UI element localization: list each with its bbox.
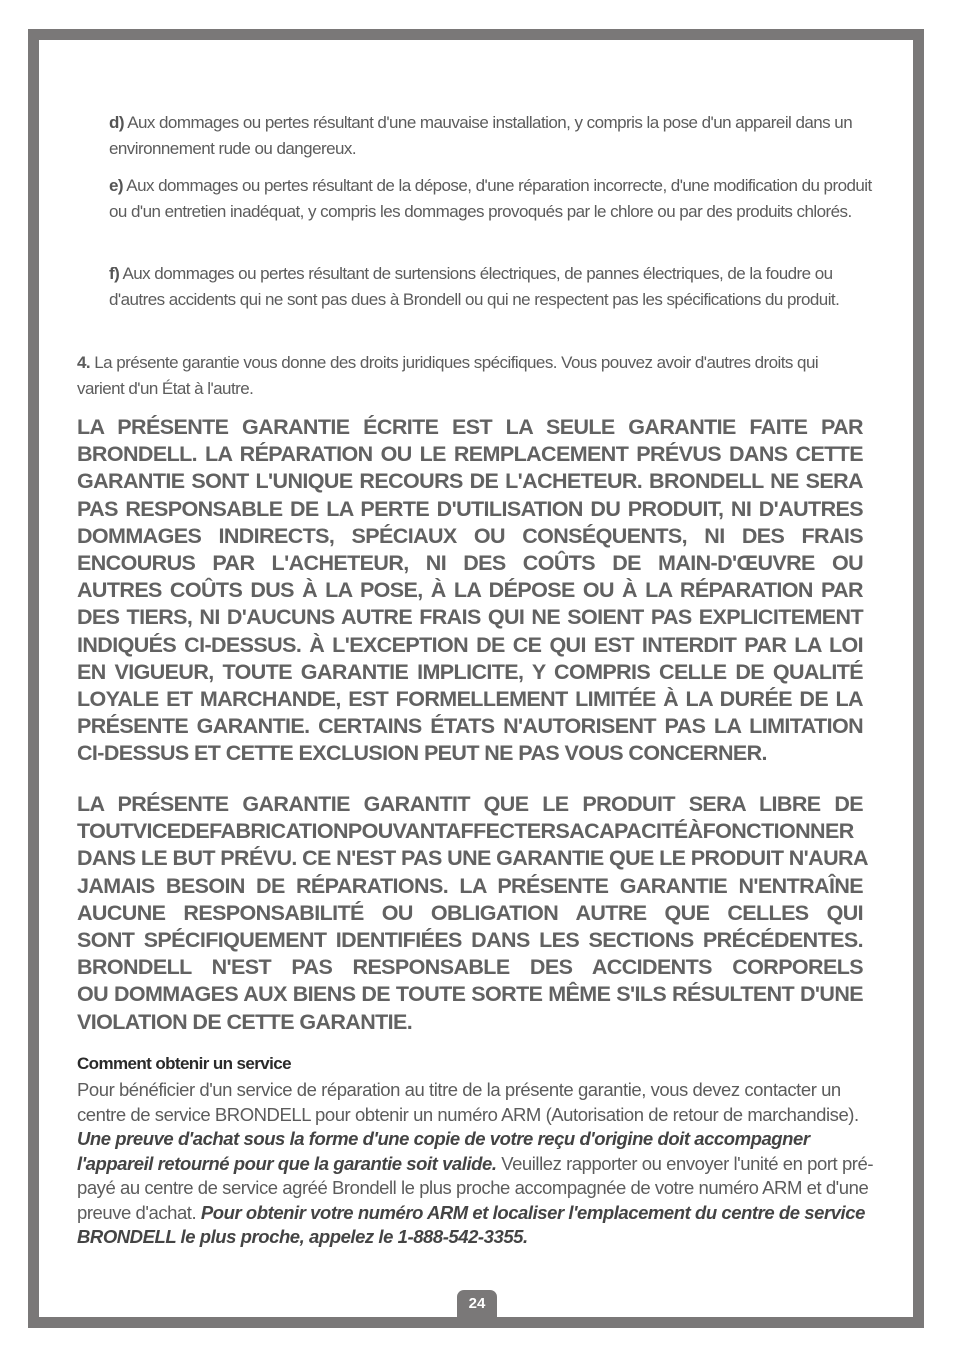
section-4: [77, 350, 867, 402]
clause-text: Aux dommages ou pertes résultant de la dépose, d'une réparation incorrecte, d'une modification du produit ou d'un entretien inadéquat, y compris les dommages provoqués par le chlore ou par des produits chlorés.: [109, 176, 872, 221]
page-number: 24: [457, 1290, 497, 1317]
disclaimer-line: PRÉSENTE GARANTIE. CERTAINS ÉTATS N'AUTORISENT PAS LA LIMITATION: [77, 714, 863, 739]
clause-d: [109, 110, 874, 161]
disclaimer-line: SONT SPÉCIFIQUEMENT IDENTIFIÉES DANS LES SECTIONS PRÉCÉDENTES.: [77, 928, 863, 953]
disclaimer-line: AUTRES COÛTS DUS À LA POSE, À LA DÉPOSE OU À LA RÉPARATION PAR: [77, 578, 863, 603]
disclaimer-line: JAMAIS BESOIN DE RÉPARATIONS. LA PRÉSENTE GARANTIE N'ENTRAÎNE: [77, 873, 863, 898]
section-text: La présente garantie vous donne des droits juridiques spécifiques. Vous pouvez avoir d'autres droits qui varient d'un État à l'autre.: [77, 353, 819, 398]
service-emphasis: Une preuve d'achat sous la forme d'une copie de votre reçu d'origine doit accompagner l'appareil retourné pour que la garantie soit valide.: [77, 1128, 810, 1174]
service-heading: Comment obtenir un service: [77, 1054, 291, 1073]
disclaimer-line: DANS LE BUT PRÉVU. CE N'EST PAS UNE GARANTIE QUE LE PRODUIT N'AURA: [77, 846, 868, 871]
service-text: Veuillez rapporter ou envoyer l'unité en port pré-payé au centre de service agréé Brondell le plus proche accompagnée de votre numéro ARM et d'une preuve d'achat.: [77, 1152, 874, 1223]
disclaimer-line: ENCOURUS PAR L'ACHETEUR, NI DES COÛTS DE MAIN-D'ŒUVRE OU: [77, 551, 863, 576]
disclaimer-line: LOYALE ET MARCHANDE, EST FORMELLEMENT LIMITÉE À LA DURÉE DE LA: [77, 687, 863, 712]
disclaimer-line: EN VIGUEUR, TOUTE GARANTIE IMPLICITE, Y COMPRIS CELLE DE QUALITÉ: [77, 659, 863, 684]
clause-label: f): [109, 264, 120, 283]
disclaimer-line: TOUTVICEDEFABRICATIONPOUVANTAFFECTERSACAPACITÉÀFONCTIONNER: [77, 819, 854, 844]
disclaimer-line: DES TIERS, NI D'AUCUNS AUTRE FRAIS QUI NE SOIENT PAS EXPLICITEMENT: [77, 605, 863, 630]
section-number: 4.: [77, 353, 91, 372]
disclaimer-line: LA PRÉSENTE GARANTIE ÉCRITE EST LA SEULE GARANTIE FAITE PAR: [77, 415, 863, 439]
disclaimer-line: INDIQUÉS CI-DESSUS. À L'EXCEPTION DE CE QUI EST INTERDIT PAR LA LOI: [77, 632, 863, 657]
clause-text: Aux dommages ou pertes résultant de surtensions électriques, de pannes électriques, de la foudre ou d'autres accidents qui ne sont pas dues à Brondell ou qui ne respectent pas les spécifications du produit.: [109, 264, 840, 309]
disclaimer-line: VIOLATION DE CETTE GARANTIE.: [77, 1009, 413, 1034]
clause-e: [109, 173, 874, 224]
disclaimer-line: OU DOMMAGES AUX BIENS DE TOUTE SORTE MÊME S'ILS RÉSULTENT D'UNE: [77, 982, 863, 1007]
disclaimer-line: LA PRÉSENTE GARANTIE GARANTIT QUE LE PRODUIT SERA LIBRE DE: [77, 792, 863, 816]
disclaimer-line: DOMMAGES INDIRECTS, SPÉCIAUX OU CONSÉQUENTS, NI DES FRAIS: [77, 523, 863, 548]
clause-text: Aux dommages ou pertes résultant d'une mauvaise installation, y compris la pose d'un appareil dans un environnement rude ou dangereux.: [109, 113, 853, 158]
disclaimer-line: CI-DESSUS ET CETTE EXCLUSION PEUT NE PAS VOUS CONCERNER.: [77, 741, 767, 766]
disclaimer-line: GARANTIE SONT L'UNIQUE RECOURS DE L'ACHETEUR. BRONDELL NE SERA: [77, 469, 863, 494]
clause-label: e): [109, 176, 124, 195]
service-text: Pour bénéficier d'un service de réparation au titre de la présente garantie, vous devez contacter un centre de service BRONDELL pour obtenir un numéro ARM (Autorisation de retour de marchandise).: [77, 1079, 859, 1125]
service-phone-emphasis: Pour obtenir votre numéro ARM et localiser l'emplacement du centre de service BRONDELL le plus proche, appelez le 1-888-542-3355.: [77, 1201, 865, 1247]
disclaimer-line: PAS RESPONSABLE DE LA PERTE D'UTILISATION DU PRODUIT, NI D'AUTRES: [77, 496, 863, 521]
service-paragraph: [77, 1078, 877, 1250]
clause-label: d): [109, 113, 124, 132]
disclaimer-line: AUCUNE RESPONSABILITÉ OU OBLIGATION AUTRE QUE CELLES QUI: [77, 900, 863, 925]
disclaimer-line: BRONDELL. LA RÉPARATION OU LE REMPLACEMENT PRÉVUS DANS CETTE: [77, 442, 863, 467]
clause-f: [109, 261, 874, 312]
disclaimer-paragraph-2: [77, 791, 868, 1036]
disclaimer-line: BRONDELL N'EST PAS RESPONSABLE DES ACCIDENTS CORPORELS: [77, 955, 863, 980]
disclaimer-paragraph-1: [77, 414, 863, 768]
